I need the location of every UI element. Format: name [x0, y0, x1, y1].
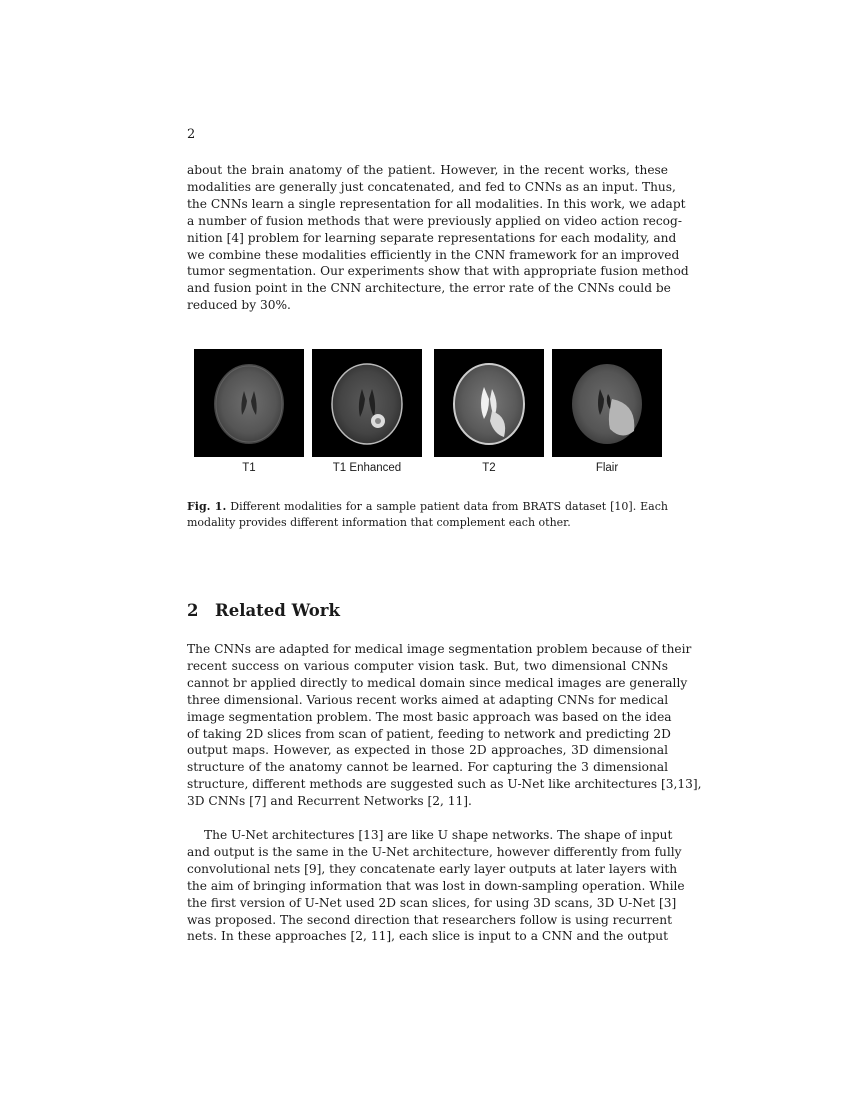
- brain-scan-t2: [434, 349, 544, 457]
- brain-scan-t1: [194, 349, 304, 457]
- text-line: three dimensional. Various recent works aimed at adapting CNNs for medical: [187, 692, 669, 707]
- figure-label-t1-enhanced: T1 Enhanced: [332, 462, 402, 474]
- text-line: structure, different methods are suggested such as U-Net like architectures [3,13],: [187, 777, 702, 792]
- text-line: cannot br applied directly to medical domain since medical images are generally: [187, 675, 688, 690]
- caption-label: Fig. 1.: [187, 500, 227, 513]
- paragraph-intro-continued: [187, 162, 689, 314]
- section-title: Related Work: [215, 601, 340, 620]
- text-line: we combine these modalities efficiently in the CNN framework for an improved: [187, 247, 680, 262]
- figure-caption: [187, 499, 668, 530]
- text-line: recent success on various computer vision task. But, two dimensional CNNs: [187, 658, 668, 673]
- figure-label-flair: Flair: [595, 462, 619, 474]
- text-line: image segmentation problem. The most basic approach was based on the idea: [187, 709, 672, 724]
- section-heading: [187, 601, 340, 620]
- text-line: and output is the same in the U-Net architecture, however differently from fully: [187, 844, 682, 859]
- text-line: nition [4] problem for learning separate representations for each modality, and: [187, 230, 677, 245]
- page-number: 2: [187, 127, 196, 142]
- figure-modalities: [194, 349, 662, 477]
- figure-label-t1: T1: [242, 462, 256, 474]
- text-line: 3D CNNs [7] and Recurrent Networks [2, 11].: [187, 794, 472, 809]
- text-line: nets. In these approaches [2, 11], each slice is input to a CNN and the output: [187, 929, 668, 944]
- text-line: about the brain anatomy of the patient. However, in the recent works, these: [187, 163, 668, 177]
- text-line: a number of fusion methods that were previously applied on video action recog-: [187, 213, 682, 228]
- paragraph-unet: [187, 827, 685, 945]
- text-line: output maps. However, as expected in those 2D approaches, 3D dimensional: [187, 743, 668, 758]
- paragraph-related-work: [187, 641, 702, 810]
- text-line: The CNNs are adapted for medical image segmentation problem because of their: [187, 642, 692, 656]
- text-line: structure of the anatomy cannot be learned. For capturing the 3 dimensional: [187, 760, 668, 775]
- text-line: the aim of bringing information that was lost in down-sampling operation. While: [187, 878, 685, 893]
- figure-label-t2: T2: [482, 462, 496, 474]
- text-line: the first version of U-Net used 2D scan slices, for using 3D scans, 3D U-Net [3]: [187, 895, 677, 910]
- text-line: modalities are generally just concatenated, and fed to CNNs as an input. Thus,: [187, 179, 676, 194]
- text-line: the CNNs learn a single representation for all modalities. In this work, we adapt: [187, 196, 686, 211]
- text-line: of taking 2D slices from scan of patient, feeding to network and predicting 2D: [187, 726, 671, 741]
- caption-text: Different modalities for a sample patient data from BRATS dataset [10]. Each: [230, 500, 668, 513]
- section-number: 2: [187, 601, 199, 620]
- brain-scan-t1-enhanced: [312, 349, 422, 457]
- text-line: and fusion point in the CNN architecture, the error rate of the CNNs could be: [187, 281, 671, 296]
- text-line: convolutional nets [9], they concatenate early layer outputs at later layers with: [187, 861, 678, 876]
- caption-line: modality provides different information that complement each other.: [187, 515, 571, 529]
- brain-scan-flair: [552, 349, 662, 457]
- text-line: tumor segmentation. Our experiments show that with appropriate fusion method: [187, 264, 689, 279]
- text-line: The U-Net architectures [13] are like U shape networks. The shape of input: [204, 828, 673, 842]
- text-line: was proposed. The second direction that researchers follow is using recurrent: [187, 912, 672, 927]
- caption-line: [187, 499, 668, 515]
- text-line: reduced by 30%.: [187, 298, 291, 313]
